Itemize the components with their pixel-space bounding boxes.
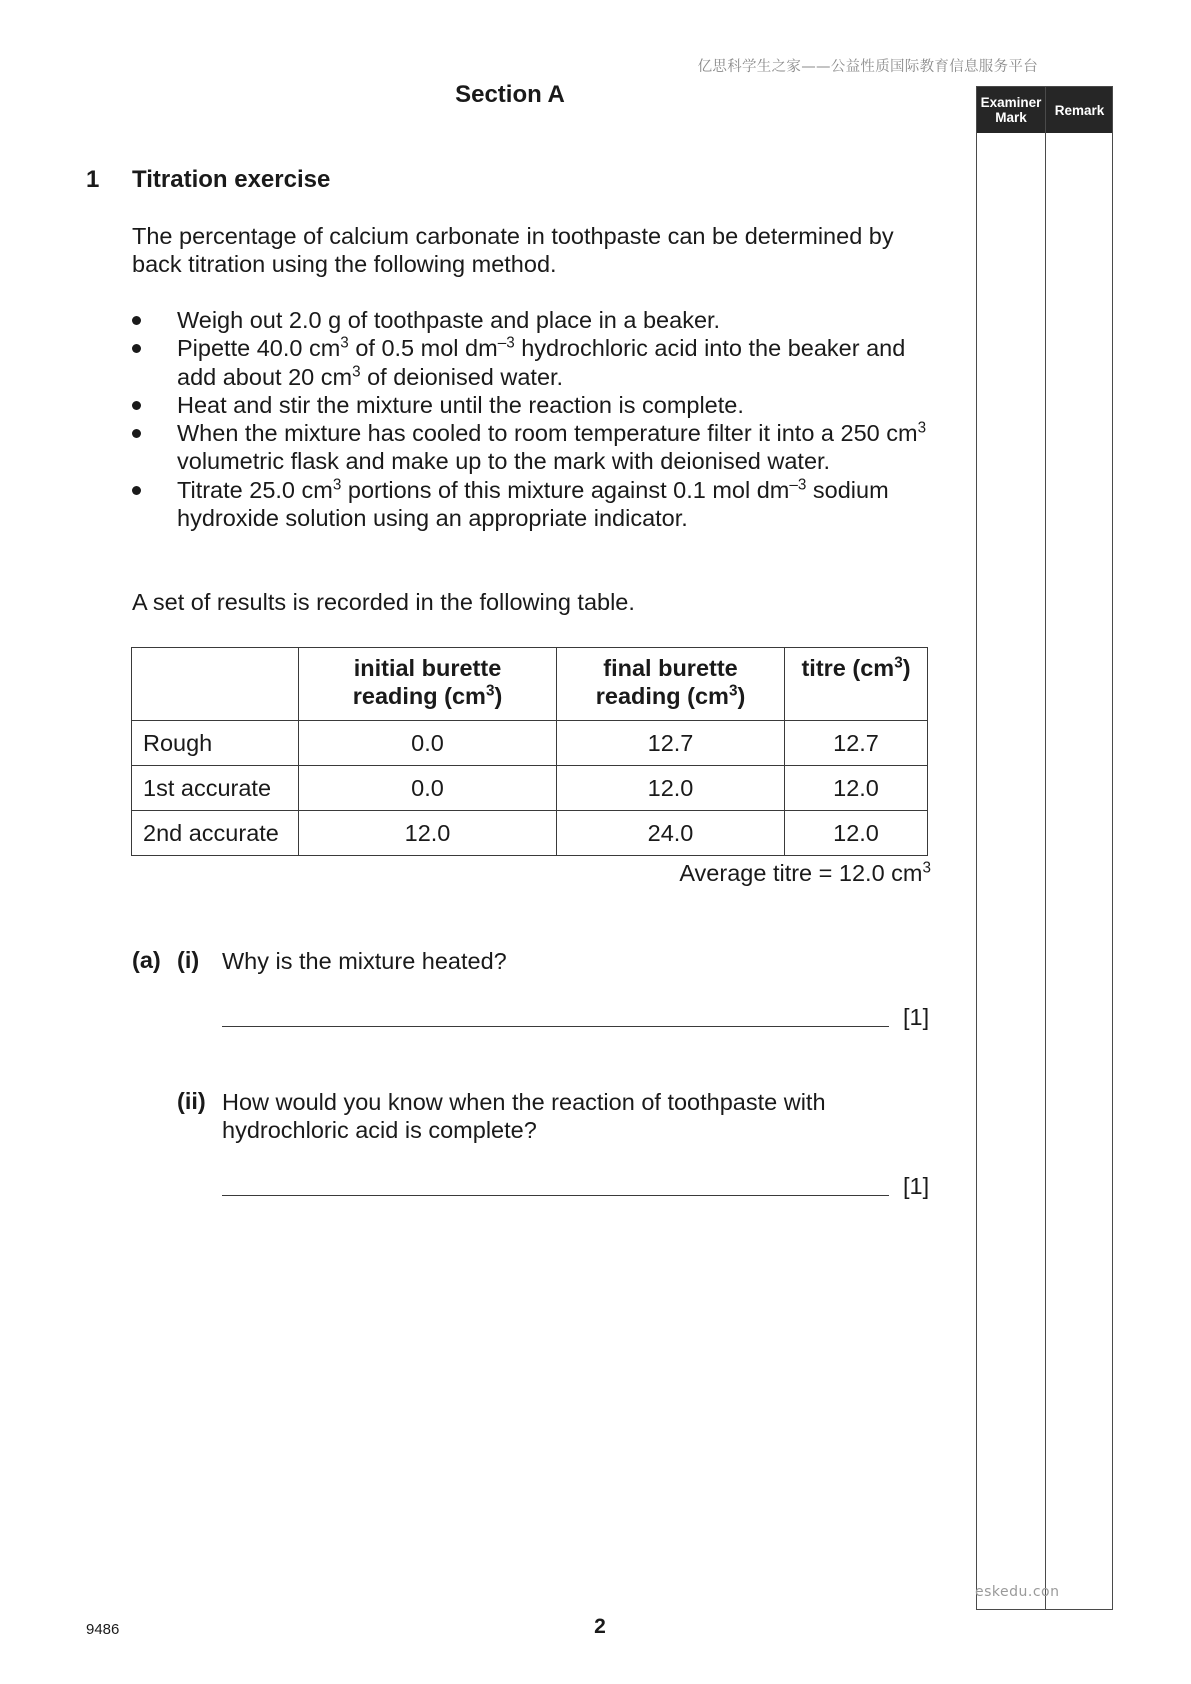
page-number: 2 bbox=[594, 1615, 606, 1638]
answer-line-a-ii[interactable] bbox=[222, 1195, 889, 1196]
initial-reading-cell: 12.0 bbox=[299, 811, 557, 856]
question-title: Titration exercise bbox=[132, 166, 331, 193]
bullet-icon bbox=[132, 344, 141, 353]
method-step: Titrate 25.0 $cm^3$ portions of this mixture against 0.1 mol $dm^{-3}$ sodium hydroxide solution using an appropriate indicator. bbox=[132, 476, 942, 533]
examiner-box-divider bbox=[1045, 87, 1046, 1609]
bullet-icon bbox=[132, 486, 141, 495]
average-titre: Average titre = 12.0 $cm^3$ bbox=[679, 859, 931, 886]
header-initial-reading: initial burette reading $(cm^3)$ bbox=[299, 648, 557, 721]
watermark-bottom: eskedu.con bbox=[975, 1584, 1060, 1600]
watermark-top: 亿思科学生之家——公益性质国际教育信息服务平台 bbox=[697, 59, 1038, 75]
marks-a-i: [1] bbox=[903, 1004, 930, 1030]
method-list bbox=[132, 306, 942, 532]
bullet-icon bbox=[132, 401, 141, 410]
part-a-label: (a) bbox=[132, 947, 161, 973]
table-row bbox=[132, 721, 928, 766]
remark-header: Remark bbox=[1054, 102, 1105, 118]
final-reading-cell: 12.7 bbox=[557, 721, 785, 766]
table-row bbox=[132, 811, 928, 856]
method-step: Weigh out 2.0 g of toothpaste and place in a beaker. bbox=[132, 306, 942, 334]
results-table bbox=[131, 647, 928, 856]
row-label: 1st accurate bbox=[132, 766, 299, 811]
final-reading-cell: 12.0 bbox=[557, 766, 785, 811]
paper-code: 9486 bbox=[86, 1621, 120, 1638]
table-row bbox=[132, 766, 928, 811]
examiner-mark-box bbox=[976, 86, 1113, 1610]
method-step: Pipette 40.0 $cm^3$ of 0.5 mol $dm^{-3}$ hydrochloric acid into the beaker and add about 20 $cm^3$ of deionised water. bbox=[132, 334, 942, 391]
table-header-row bbox=[132, 648, 928, 721]
marks-a-ii: [1] bbox=[903, 1173, 930, 1199]
row-label: Rough bbox=[132, 721, 299, 766]
answer-line-a-i[interactable] bbox=[222, 1026, 889, 1027]
section-title: Section A bbox=[455, 81, 565, 108]
table-intro: A set of results is recorded in the following table. bbox=[132, 589, 635, 615]
bullet-icon bbox=[132, 316, 141, 325]
part-i-label: (i) bbox=[177, 947, 200, 973]
examiner-mark-header: Examiner Mark bbox=[980, 95, 1042, 125]
header-final-reading: final burette reading $(cm^3)$ bbox=[557, 648, 785, 721]
final-reading-cell: 24.0 bbox=[557, 811, 785, 856]
question-a-ii-text: How would you know when the reaction of toothpaste with hydrochloric acid is complete? bbox=[222, 1089, 826, 1143]
titre-cell: 12.0 bbox=[785, 811, 928, 856]
titre-cell: 12.7 bbox=[785, 721, 928, 766]
row-label: 2nd accurate bbox=[132, 811, 299, 856]
initial-reading-cell: 0.0 bbox=[299, 766, 557, 811]
question-number: 1 bbox=[86, 166, 100, 193]
bullet-icon bbox=[132, 429, 141, 438]
method-step: When the mixture has cooled to room temperature filter it into a 250 $cm^3$ volumetric flask and make up to the mark with deionised water. bbox=[132, 419, 942, 476]
question-intro: The percentage of calcium carbonate in toothpaste can be determined by back titration using the following method. bbox=[132, 223, 894, 277]
header-blank bbox=[132, 648, 299, 721]
method-step: Heat and stir the mixture until the reaction is complete. bbox=[132, 391, 942, 419]
header-titre: titre $(cm^3)$ bbox=[785, 648, 928, 721]
titre-cell: 12.0 bbox=[785, 766, 928, 811]
part-ii-label: (ii) bbox=[177, 1088, 206, 1114]
initial-reading-cell: 0.0 bbox=[299, 721, 557, 766]
question-a-i-text: Why is the mixture heated? bbox=[222, 948, 507, 974]
